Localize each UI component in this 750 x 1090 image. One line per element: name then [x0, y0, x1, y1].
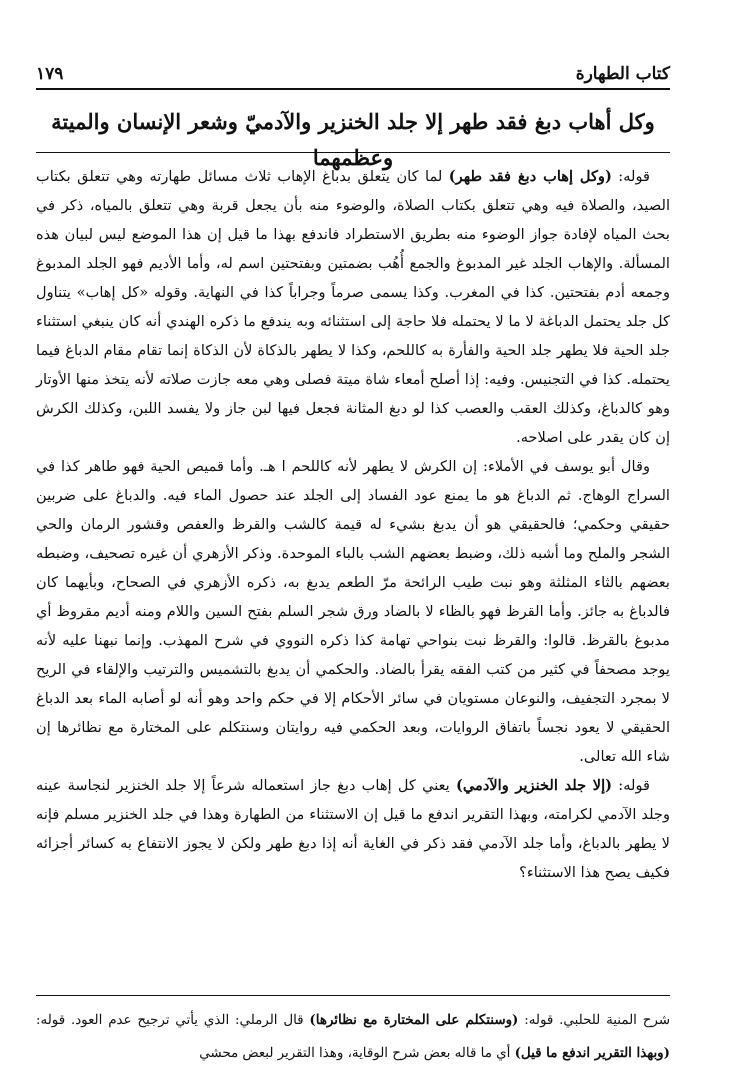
book-title: كتاب الطهارة [575, 64, 670, 84]
matn-text: وكل أهاب دبغ فقد طهر إلا جلد الخنزير والآدميّ وشعر الإنسان والميتة وعظمهما [51, 109, 655, 170]
commentary-paragraph [36, 162, 670, 452]
commentary-body [36, 162, 670, 887]
footnote-part: قال الرملي: الذي يأتي ترجيح عدم العود. قوله: [36, 1013, 310, 1028]
lead-text: قوله: [611, 168, 651, 185]
quoted-matn: (وكل إهاب دبغ فقد طهر) [448, 168, 612, 185]
matn-rule [36, 152, 670, 153]
footnote-text [36, 1004, 670, 1070]
footnote-part: شرح المنية للحلبي. قوله: [518, 1013, 670, 1028]
footnote-rule [36, 995, 670, 996]
paragraph-text: لما كان يتعلق بدباغ الإهاب ثلاث مسائل طهارته وهي تتعلق بكتاب الصيد، والصلاة فيه وهي تتعلق بكتاب الصلاة، والوضوء منه بأن يجعل قربة وهي تتعلق بالمياه، ذكر في بحث المياه لإفادة جواز الوضوء منه بطريق الاستطراد فاندفع بهذا ما قيل إن هذا الموضع ليس لبيان هذه المسألة. والإهاب الجلد غير المدبوغ والجمع أُهُب بضمتين وبفتحتين اسم له، وأما الأديم فهو الجلد المدبوغ وجمعه أدم بفتحتين. كذا في المغرب. وكذا يسمى صرماً وجراباً كذا في النهاية. وقوله «كل إهاب» يتناول كل جلد يحتمل الدباغة لا ما لا يحتمله فلا حاجة إلى استثنائه وبه يندفع ما ذكره الهندي أنه كان ينبغي استثناء جلد الحية فلا يطهر جلد الحية والفأرة به كاللحم، وكذا لا يطهر بالذكاة لأن الذكاة إنما تقام مقام الدباغ فيما يحتمله. كذا في التجنيس. وفيه: إذا أصلح أمعاء شاة ميتة فصلى وهي معه جازت صلاته لأنه يتخذ منها الأوتار وهو كالدباغ، وكذلك العقب والعصب كذا لو دبغ المثانة فجعل فيها لبن جاز ولا يفسد اللبن، وكذلك الكرش إن كان يقدر على اصلاحه. [36, 168, 670, 446]
commentary-paragraph: وقال أبو يوسف في الأملاء: إن الكرش لا يطهر لأنه كاللحم ا هـ. وأما قميص الحية فهو طاهر كذا في السراج الوهاج. ثم الدباغ هو ما يمنع عود الفساد إلى الجلد عند حصول الماء فيه. والدباغ على ضربين حقيقي وحكمي؛ فالحقيقي هو أن يدبغ بشيء له قيمة كالشب والقرظ والعفص وقشور الرمان والحي الشجر والملح وما أشبه ذلك، وضبط بعضهم الشب بالباء الموحدة. وذكر الأزهري أن غيره تصحيف، وضبطه بعضهم بالثاء المثلثة وهو نبت طيب الرائحة مرّ الطعم يدبغ به، ذكره الأزهري في الصحاح، وبأيهما كان فالدباغ به جائز. وأما القرظ فهو بالظاء لا بالضاد ورق شجر السلم بفتح السين واللام ومنه أديم مقروظ أي مدبوغ بالقرظ. قالوا: والقرظ نبت بنواحي تهامة كذا ذكره النووي في شرح المهذب. وإنما نبهنا عليه لأنه يوجد مصحفاً في كثير من كتب الفقه يقرأ بالضاد. والحكمي أن يدبغ بالتشميس والترتيب والإلقاء في الريح لا بمجرد التجفيف، والنوعان مستويان في سائر الأحكام إلا في حكم واحد وهو أنه لو أصابه الماء بعد الدباغ الحقيقي لا يعود نجساً باتفاق الروايات، وبعد الحكمي فيه روايتان وسنتكلم على المختارة مع نظائرها إن شاء الله تعالى. [36, 458, 670, 765]
header-rule [36, 88, 670, 90]
footnotes [36, 1004, 670, 1070]
paragraph-text: يعني كل إهاب دبغ جاز استعماله شرعاً إلا جلد الخنزير لنجاسة عينه وجلد الآدمي لكرامته، وبهذا التقرير اندفع ما قيل إن الاستثناء من الطهارة وهذا في جلد الخنزير مسلم فإنه لا يطهر بالدباغ، وأما جلد الآدمي فقد ذكر في الغاية أنه إذا دبغ طهر ولكن لا يجوز الانتفاع به كسائر أجزائه فكيف يصح هذا الاستثناء؟ [36, 777, 670, 881]
footnote-part: أي ما قاله بعض شرح الوقاية، وهذا التقرير لبعض محشي [199, 1046, 515, 1061]
footnote-quote: (وبهذا التقرير اندفع ما قيل) [514, 1045, 670, 1061]
running-header [36, 58, 670, 84]
quoted-matn: (إلا جلد الخنزير والآدمي) [455, 777, 613, 794]
lead-text: قوله: [612, 777, 651, 794]
commentary-paragraph [36, 771, 670, 887]
footnote-quote: (وسنتكلم على المختارة مع نظائرها) [309, 1012, 519, 1028]
page-number: ١٧٩ [36, 64, 64, 84]
